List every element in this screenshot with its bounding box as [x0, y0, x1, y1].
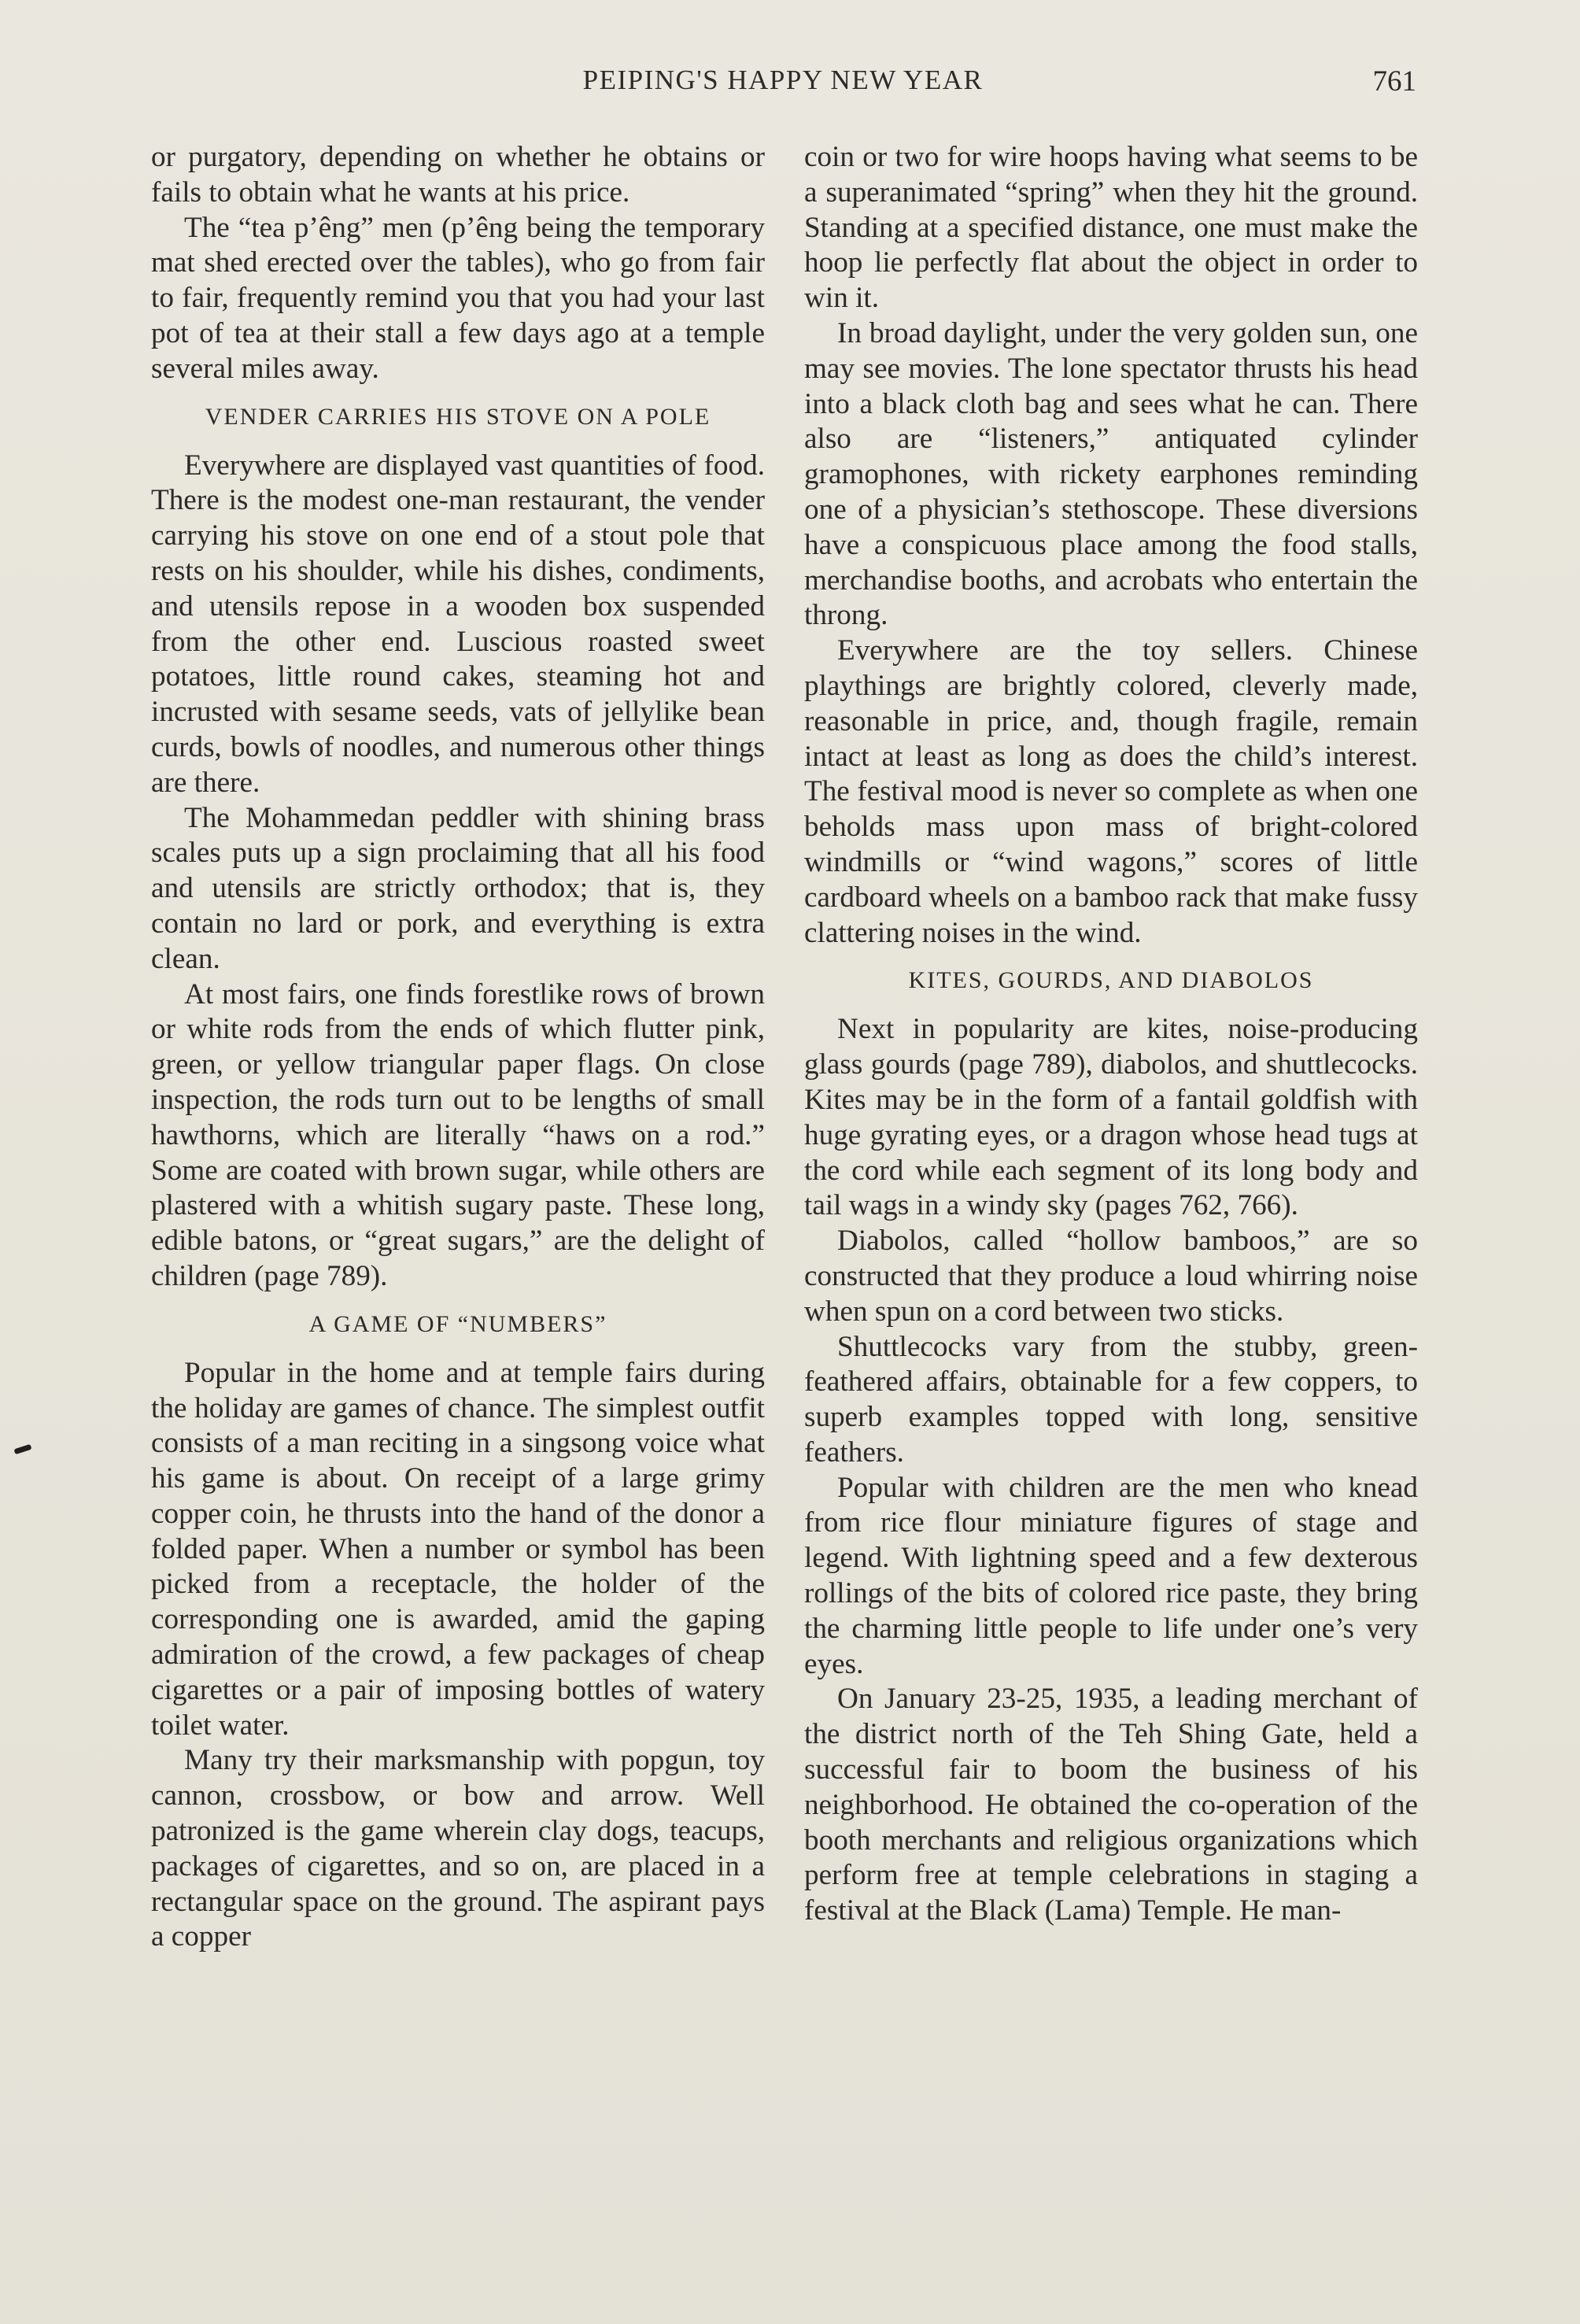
page-number: 761: [1372, 65, 1416, 98]
paragraph: The “tea p’êng” men (p’êng being the temporary mat shed erected over the tables), who go from fair to fair, frequently remind you that you had your last pot of tea at their stall a few days ago at a temple several miles away.: [151, 211, 765, 385]
paragraph: coin or two for wire hoops having what seems to be a superanimated “spring” when they hit the ground. Standing at a specified distance, one must make the hoop lie perfectly flat about the object in order to win it.: [804, 141, 1418, 315]
paragraph: Many try their marksmanship with popgun, toy cannon, crossbow, or bow and arrow. Well patronized is the game wherein clay dogs, teacups, packages of cigarettes, and so on, are placed in a rectangular space on the ground. The aspirant pays a copper: [151, 1744, 765, 1953]
paragraph: Popular in the home and at temple fairs during the holiday are games of chance. The simplest outfit consists of a man reciting in a singsong voice what his game is about. On receipt of a large grimy copper coin, he thrusts into the hand of the donor a folded paper. When a number or symbol has been picked from a receptacle, the holder of the corresponding one is awarded, amid the gaping admiration of the crowd, a few packages of cheap cigarettes or a pair of imposing bottles of watery toilet water.: [151, 1356, 765, 1742]
paragraph: On January 23-25, 1935, a leading merchant of the district north of the Teh Shing Gate, held a successful fair to boom the business of his neighborhood. He obtained the co-operation of the booth merchants and religious organizations which perform free at temple celebrations in staging a festival at the Black (Lama) Temple. He man-: [804, 1683, 1418, 1927]
section-heading: VENDER CARRIES HIS STOVE ON A POLE: [205, 403, 711, 430]
section-heading: A GAME OF “NUMBERS”: [308, 1310, 607, 1337]
paragraph: Everywhere are the toy sellers. Chinese playthings are brightly colored, cleverly made, reasonable in price, and, though fragile, remain intact at least as long as does the child’s interest. The festival mood is never so complete as when one beholds mass upon mass of bright-colored windmills or “wind wagons,” scores of little cardboard wheels on a bamboo rack that make fussy clattering noises in the wind.: [804, 634, 1418, 949]
paragraph: Shuttlecocks vary from the stubby, green-feathered affairs, obtainable for a few coppers, to superb examples topped with long, sensitive feathers.: [804, 1330, 1418, 1469]
paragraph: or purgatory, depending on whether he obtains or fails to obtain what he wants at his price.: [151, 141, 765, 209]
paragraph: Next in popularity are kites, noise-producing glass gourds (page 789), diabolos, and shuttlecocks. Kites may be in the form of a fantail goldfish with huge gyrating eyes, or a dragon whose head tugs at the cord while each segment of its long body and tail wags in a windy sky (pages 762, 766).: [804, 1013, 1418, 1222]
paragraph: In broad daylight, under the very golden sun, one may see movies. The lone spectator thrusts his head into a black cloth bag and sees what he can. There also are “listeners,” antiquated cylinder gramophones, with rickety earphones reminding one of a physician’s stethoscope. These diversions have a conspicuous place among the food stalls, merchandise booths, and acrobats who entertain the throng.: [804, 316, 1418, 632]
running-head: [150, 65, 1416, 112]
paragraph: Popular with children are the men who knead from rice flour miniature figures of stage and legend. With lightning speed and a few dexterous rollings of the bits of colored rice paste, they bring the charming little people to life under one’s very eyes.: [804, 1471, 1418, 1680]
section-heading: KITES, GOURDS, AND DIABOLOS: [908, 967, 1314, 994]
paragraph: Everywhere are displayed vast quantities of food. There is the modest one-man restaurant, the vender carrying his stove on one end of a stout pole that rests on his shoulder, while his dishes, condiments, and utensils repose in a wooden box suspended from the other end. Luscious roasted sweet potatoes, little round cakes, steaming hot and incrusted with sesame seeds, vats of jellylike bean curds, bowls of noodles, and numerous other things are there.: [151, 449, 765, 799]
left-column: [151, 140, 765, 1955]
paragraph: At most fairs, one finds forestlike rows of brown or white rods from the ends of which flutter pink, green, or yellow triangular paper flags. On close inspection, the rods turn out to be lengths of small hawthorns, which are literally “haws on a rod.” Some are coated with brown sugar, while others are plastered with a whitish sugary paste. These long, edible batons, or “great sugars,” are the delight of children (page 789).: [151, 977, 765, 1292]
paragraph: Diabolos, called “hollow bamboos,” are so constructed that they produce a loud whirring noise when spun on a cord between two sticks.: [804, 1225, 1418, 1328]
running-title: PEIPING'S HAPPY NEW YEAR: [582, 65, 984, 95]
paragraph: The Mohammedan peddler with shining brass scales puts up a sign proclaiming that all his food and utensils are strictly orthodox; that is, they contain no lard or pork, and everything is extra clean.: [151, 801, 765, 975]
ink-mark: [13, 1444, 31, 1454]
right-column: [804, 140, 1418, 1929]
